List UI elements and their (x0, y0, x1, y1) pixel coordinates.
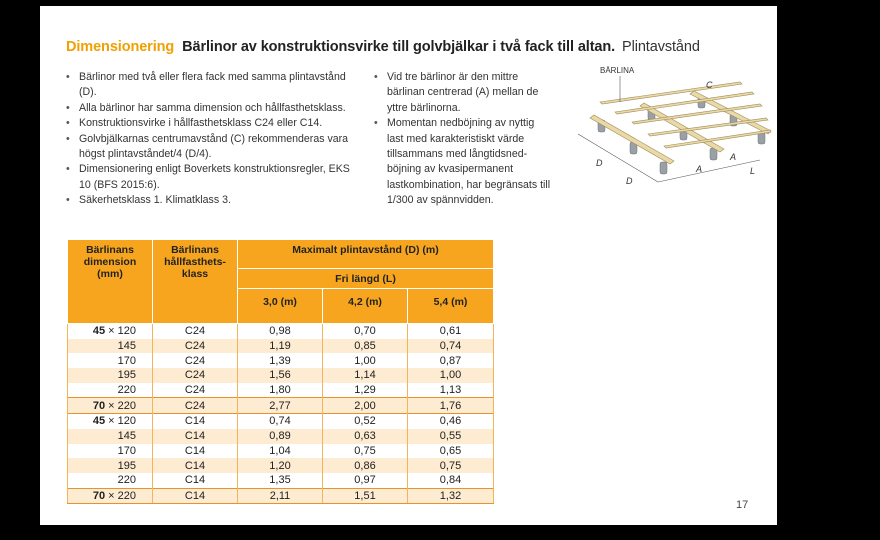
cell-class: C24 (153, 383, 238, 398)
cell-dimension: 195 (68, 458, 153, 473)
bullet-item: • Vid tre bärlinor är den mittre bärlinan centrerad (A) mellan de yttre bärlinorna. (374, 70, 552, 116)
cell-dimension: 220 (68, 383, 153, 398)
page-number: 17 (736, 499, 749, 511)
cell-value: 1,19 (238, 339, 323, 354)
cell-class: C14 (153, 414, 238, 429)
heading-title: Bärlinor av konstruktionsvirke till golvbjälkar i två fack till altan. (182, 39, 616, 55)
bullet-item: • Dimensionering enligt Boverkets konstruktionsregler, EKS 10 (BFS 2015:6). (66, 162, 356, 193)
bullet-item: • Bärlinor med två eller flera fack med samma plintavstånd (D). (66, 70, 356, 101)
bullet-list-left (66, 70, 356, 209)
cell-value: 1,51 (323, 488, 408, 504)
table-row (68, 444, 494, 459)
col-header-dimension: Bärlinans dimension (mm) (68, 240, 153, 324)
cell-class: C14 (153, 429, 238, 444)
table-row (68, 429, 494, 444)
cell-value: 1,35 (238, 473, 323, 488)
cell-class: C14 (153, 458, 238, 473)
diagram-label-d: D (596, 158, 603, 168)
diagram-label-d: D (626, 176, 633, 186)
cell-value: 0,63 (323, 429, 408, 444)
table-row (68, 414, 494, 429)
cell-dimension: 145 (68, 429, 153, 444)
bullet-list-right (374, 70, 552, 209)
table-row (68, 458, 494, 473)
cell-dimension: 220 (68, 473, 153, 488)
cell-class: C24 (153, 353, 238, 368)
cell-value: 1,13 (408, 383, 494, 398)
cell-value: 0,65 (408, 444, 494, 459)
cell-class: C14 (153, 444, 238, 459)
table-row (68, 339, 494, 354)
cell-value: 0,85 (323, 339, 408, 354)
page-heading (66, 39, 700, 55)
bullet-item: • Golvbjälkarnas centrumavstånd (C) rekommenderas vara högst plintavståndet/4 (D/4). (66, 132, 356, 163)
cell-dimension: 170 (68, 353, 153, 368)
cell-value: 0,87 (408, 353, 494, 368)
bullet-item: • Konstruktionsvirke i hållfasthetsklass C24 eller C14. (66, 116, 356, 131)
col-header-span-0: 3,0 (m) (238, 289, 323, 324)
cell-value: 1,39 (238, 353, 323, 368)
cell-value: 0,46 (408, 414, 494, 429)
table-row (68, 488, 494, 504)
table-row (68, 324, 494, 339)
diagram-label-barlina: BÄRLINA (600, 66, 635, 75)
cell-dimension: 45 × 120 (68, 414, 153, 429)
spec-table (67, 239, 494, 504)
diagram-label-l: L (750, 166, 756, 176)
col-header-max-distance: Maximalt plintavstånd (D) (m) (238, 240, 494, 269)
cell-value: 1,29 (323, 383, 408, 398)
deck-structure-diagram (560, 62, 772, 198)
diagram-label-c: C (706, 80, 713, 90)
cell-value: 0,84 (408, 473, 494, 488)
cell-class: C24 (153, 368, 238, 383)
cell-value: 0,98 (238, 324, 323, 339)
cell-value: 0,86 (323, 458, 408, 473)
cell-value: 1,20 (238, 458, 323, 473)
table-row (68, 473, 494, 488)
cell-class: C14 (153, 473, 238, 488)
cell-value: 1,76 (408, 398, 494, 414)
heading-subtitle: Plintavstånd (622, 39, 700, 55)
col-header-class: Bärlinans hållfasthets-klass (153, 240, 238, 324)
cell-value: 0,70 (323, 324, 408, 339)
cell-class: C14 (153, 488, 238, 504)
cell-value: 1,32 (408, 488, 494, 504)
cell-value: 1,04 (238, 444, 323, 459)
cell-class: C24 (153, 398, 238, 414)
document-page (40, 6, 777, 525)
cell-value: 1,00 (323, 353, 408, 368)
cell-value: 1,56 (238, 368, 323, 383)
cell-value: 2,77 (238, 398, 323, 414)
cell-class: C24 (153, 324, 238, 339)
bullet-item: • Momentan nedböjning av nyttig last med karakteristiskt värde tillsammans med långtidsned-böjning av kvasipermanent lastkombination, har begränsats till 1/300 av spännvidden. (374, 116, 552, 208)
col-header-free-length: Fri längd (L) (238, 269, 494, 289)
table-row (68, 368, 494, 383)
cell-class: C24 (153, 339, 238, 354)
cell-value: 0,75 (408, 458, 494, 473)
cell-value: 1,00 (408, 368, 494, 383)
cell-dimension: 70 × 220 (68, 488, 153, 504)
bullet-item: • Alla bärlinor har samma dimension och hållfasthetsklass. (66, 101, 356, 116)
bullet-item: • Säkerhetsklass 1. Klimatklass 3. (66, 193, 356, 208)
heading-label: Dimensionering (66, 39, 175, 55)
cell-value: 0,74 (408, 339, 494, 354)
cell-dimension: 45 × 120 (68, 324, 153, 339)
col-header-span-1: 4,2 (m) (323, 289, 408, 324)
cell-value: 0,74 (238, 414, 323, 429)
diagram-label-a: A (696, 164, 703, 174)
cell-value: 2,00 (323, 398, 408, 414)
cell-value: 0,97 (323, 473, 408, 488)
table-row (68, 398, 494, 414)
diagram-label-a: A (730, 152, 737, 162)
cell-value: 0,89 (238, 429, 323, 444)
table-row (68, 383, 494, 398)
table-row (68, 353, 494, 368)
cell-value: 0,55 (408, 429, 494, 444)
cell-value: 0,61 (408, 324, 494, 339)
cell-dimension: 145 (68, 339, 153, 354)
cell-value: 0,75 (323, 444, 408, 459)
cell-dimension: 195 (68, 368, 153, 383)
cell-dimension: 70 × 220 (68, 398, 153, 414)
cell-dimension: 170 (68, 444, 153, 459)
cell-value: 2,11 (238, 488, 323, 504)
cell-value: 0,52 (323, 414, 408, 429)
cell-value: 1,14 (323, 368, 408, 383)
col-header-span-2: 5,4 (m) (408, 289, 494, 324)
cell-value: 1,80 (238, 383, 323, 398)
